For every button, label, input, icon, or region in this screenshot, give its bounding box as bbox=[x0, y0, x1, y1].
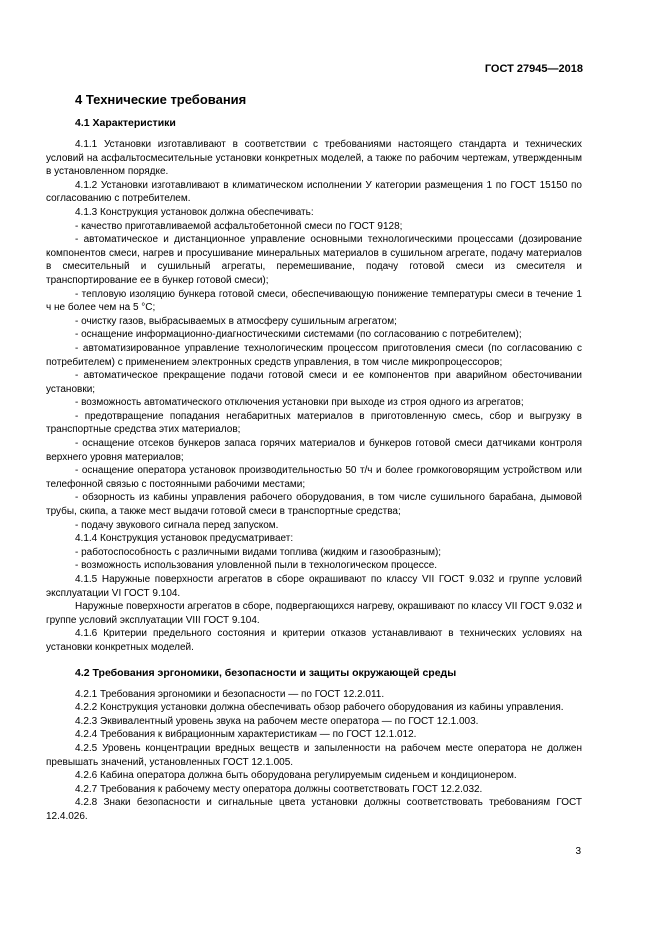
paragraph-4-1-5: 4.1.5 Наружные поверхности агрегатов в сборе окрашивают по классу VII ГОСТ 9.032 и группе условий эксплуатации VI ГОСТ 9.104. bbox=[46, 574, 582, 599]
paragraph-4-2-4: 4.2.4 Требования к вибрационным характеристикам — по ГОСТ 12.1.012. bbox=[75, 729, 417, 741]
list-item: - автоматическое прекращение подачи готовой смеси и ее компонентов при аварийном обесточивании установки; bbox=[46, 370, 582, 395]
list-item: - очистку газов, выбрасываемых в атмосферу сушильным агрегатом; bbox=[75, 315, 397, 327]
paragraph-4-2-8: 4.2.8 Знаки безопасности и сигнальные цвета установки должны соответствовать требованиям ГОСТ 12.4.026. bbox=[46, 797, 582, 822]
list-item: - предотвращение попадания негабаритных материалов в приготовленную смесь, сбор и выгрузку в транспортные средства этих материалов; bbox=[46, 410, 582, 436]
paragraph-4-2-3: 4.2.3 Эквивалентный уровень звука на рабочем месте оператора — по ГОСТ 12.1.003. bbox=[75, 715, 479, 727]
paragraph-4-1-5-heated: Наружные поверхности агрегатов в сборе, подвергающихся нагреву, окрашивают по классу VII ГОСТ 9.032 и группе условий эксплуатации VIII ГОСТ 9.104. bbox=[46, 601, 582, 626]
paragraph-4-2-6: 4.2.6 Кабина оператора должна быть оборудована регулируемым сиденьем и кондиционером. bbox=[75, 770, 517, 782]
paragraph-4-1-3: 4.1.3 Конструкция установок должна обеспечивать: bbox=[75, 206, 314, 218]
list-item: - тепловую изоляцию бункера готовой смеси, обеспечивающую понижение температуры смеси в течение 1 ч не более чем на 5 °С; bbox=[46, 288, 582, 314]
list-item: - работоспособность с различными видами топлива (жидким и газообразным); bbox=[75, 546, 442, 558]
list-item: - оснащение оператора установок производительностью 50 т/ч и более громкоговорящим устройством или телефонной связью с постоянными рабочими местами; bbox=[46, 465, 582, 490]
paragraph-4-2-7: 4.2.7 Требования к рабочему месту оператора должны соответствовать ГОСТ 12.2.032. bbox=[75, 783, 483, 795]
paragraph-4-1-4: 4.1.4 Конструкция установок предусматривает: bbox=[75, 533, 294, 545]
document-body bbox=[46, 92, 582, 824]
subsection-title-characteristics: 4.1 Характеристики bbox=[75, 117, 176, 129]
paragraph-4-1-6: 4.1.6 Критерии предельного состояния и критерии отказов устанавливают в технических условиях на установки конкретных моделей. bbox=[46, 628, 582, 653]
paragraph-4-1-1: 4.1.1 Установки изготавливают в соответствии с требованиями настоящего стандарта и технических условий на асфальтосмесительные установки конкретных моделей, а также по рабочим чертежам, утвержденным в установленном порядке. bbox=[46, 139, 582, 178]
paragraph-4-2-2: 4.2.2 Конструкция установки должна обеспечивать обзор рабочего оборудования из кабины управления. bbox=[75, 702, 564, 714]
paragraph-4-1-2: 4.1.2 Установки изготавливают в климатическом исполнении У категории размещения 1 по ГОСТ 15150 по согласованию с потребителем. bbox=[46, 179, 582, 205]
page-number: 3 bbox=[575, 846, 581, 857]
list-item: - возможность автоматического отключения установки при выходе из строя одного из агрегатов; bbox=[75, 397, 524, 409]
list-item: - возможность использования уловленной пыли в технологическом процессе. bbox=[75, 560, 438, 572]
paragraph-4-2-1: 4.2.1 Требования эргономики и безопасности — по ГОСТ 12.2.011. bbox=[75, 688, 385, 700]
paragraph-4-2-5: 4.2.5 Уровень концентрации вредных веществ и запыленности на рабочем месте оператора не должен превышать значений, установленных ГОСТ 12.1.005. bbox=[46, 742, 582, 768]
section-title: 4 Технические требования bbox=[75, 92, 247, 107]
subsection-title-ergonomics-safety: 4.2 Требования эргономики, безопасности и защиты окружающей среды bbox=[75, 666, 457, 679]
list-item: - автоматическое и дистанционное управление основными технологическими процессами (дозирование компонентов смеси, нагрев и просушивание минеральных материалов в сушильном агрегате, подачу материалов в смесительный и сушильный агрегаты, перемешивание, подачу готовой смеси из смесителя и транспортирование ее в бункер готовой смеси); bbox=[46, 234, 582, 286]
list-item: - оснащение информационно-диагностическими системами (по согласованию с потребителем); bbox=[75, 329, 522, 341]
list-item: - оснащение отсеков бункеров запаса горячих материалов и бункеров готовой смеси датчиками контроля верхнего уровня материалов; bbox=[46, 438, 582, 463]
list-item: - подачу звукового сигнала перед запуском. bbox=[75, 519, 279, 531]
document-header-standard: ГОСТ 27945—2018 bbox=[484, 63, 583, 75]
list-item: - качество приготавливаемой асфальтобетонной смеси по ГОСТ 9128; bbox=[75, 220, 403, 232]
list-item: - обзорность из кабины управления рабочего оборудования, в том числе сушильного барабана, дымовой трубы, скипа, а также мест выдачи готовой смеси в транспортные средства; bbox=[46, 492, 582, 518]
list-item: - автоматизированное управление технологическим процессом приготовления смеси (по согласованию с потребителем) с применением электронных средств управления, в том числе микропроцессоров; bbox=[46, 342, 582, 368]
